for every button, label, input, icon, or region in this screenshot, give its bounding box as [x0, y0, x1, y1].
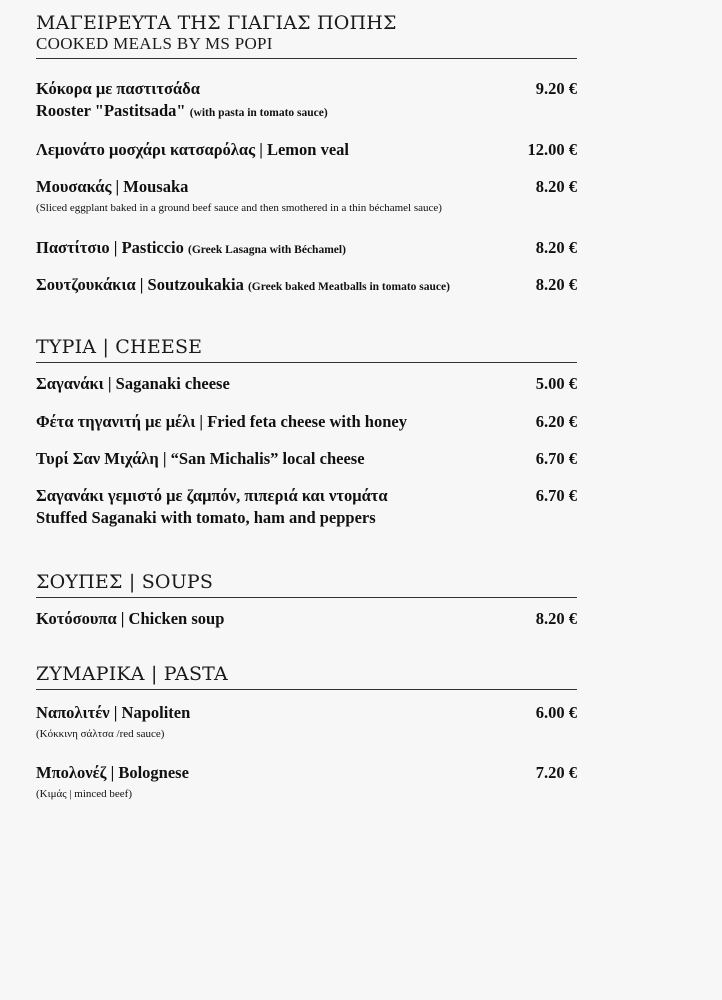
section-header-soups	[36, 571, 577, 598]
menu-item-rooster	[36, 78, 577, 124]
item-name: Παστίτσιο | Pasticcio	[36, 238, 184, 257]
menu-item-fried-feta	[36, 411, 577, 433]
item-name: Μπολονέζ | Bolognese	[36, 763, 189, 782]
item-description: (Κόκκινη σάλτσα /red sauce)	[36, 728, 165, 740]
item-price: 8.20 €	[535, 177, 577, 196]
item-price: 6.00 €	[535, 703, 577, 722]
item-name-2: Stuffed Saganaki with tomato, ham and peppers	[36, 508, 376, 527]
item-name: Φέτα τηγανιτή με μέλι | Fried feta cheese with honey	[36, 412, 407, 431]
item-note: (with pasta in tomato sauce)	[189, 107, 328, 119]
section-title: ΖΥΜΑΡΙΚΑ | PASTA	[36, 663, 228, 685]
item-price: 5.00 €	[535, 374, 577, 393]
item-price: 6.70 €	[535, 449, 577, 468]
menu-item-bolognese	[36, 762, 577, 802]
item-price: 7.20 €	[535, 763, 577, 782]
menu-item-napoliten	[36, 702, 577, 742]
section-header-cooked	[36, 12, 577, 59]
item-price: 8.20 €	[535, 609, 577, 628]
item-name: Ναπολιτέν | Napoliten	[36, 703, 191, 722]
menu-item-soutzoukakia	[36, 274, 577, 298]
menu-item-saganaki	[36, 373, 577, 395]
item-description: (Κιμάς | minced beef)	[36, 788, 133, 800]
item-name: Λεμονάτο μοσχάρι κατσαρόλας | Lemon veal	[36, 140, 350, 159]
section-divider	[36, 362, 577, 363]
item-price: 9.20 €	[535, 79, 577, 98]
item-name-english	[36, 100, 577, 124]
section-divider	[36, 58, 577, 59]
item-name: Σαγανάκι | Saganaki cheese	[36, 374, 230, 393]
section-header-cheese	[36, 336, 577, 363]
menu-item-lemon-veal	[36, 139, 577, 161]
menu-item-pasticcio	[36, 237, 577, 261]
section-title: ΜΑΓΕΙΡΕΥΤΑ ΤΗΣ ΓΙΑΓΙΑΣ ΠΟΠΗΣ	[36, 12, 397, 34]
item-description: (Sliced eggplant baked in a ground beef sauce and then smothered in a thin béchamel sauce)	[36, 202, 442, 214]
section-title: ΣΟΥΠΕΣ | SOUPS	[36, 571, 214, 593]
item-name: Κόκορα με παστιτσάδα	[36, 79, 200, 98]
item-note: (Greek Lasagna with Béchamel)	[188, 244, 346, 256]
item-name-2: Rooster "Pastitsada"	[36, 101, 186, 120]
item-name-line	[36, 274, 577, 298]
menu-item-mousaka	[36, 176, 577, 216]
item-price: 6.20 €	[535, 412, 577, 431]
section-header-pasta	[36, 663, 577, 690]
item-name-line	[36, 237, 577, 261]
item-price: 8.20 €	[535, 238, 577, 257]
item-name: Μουσακάς | Mousaka	[36, 177, 189, 196]
item-name: Τυρί Σαν Μιχάλη | “San Michalis” local cheese	[36, 449, 365, 468]
item-name: Σαγανάκι γεμιστό με ζαμπόν, πιπεριά και ντομάτα	[36, 486, 388, 505]
section-title: ΤΥΡΙΑ | CHEESE	[36, 336, 203, 358]
item-price: 8.20 €	[535, 275, 577, 294]
item-name: Σουτζουκάκια | Soutzoukakia	[36, 275, 244, 294]
item-note: (Greek baked Meatballs in tomato sauce)	[247, 281, 450, 293]
section-divider	[36, 689, 577, 690]
menu-item-stuffed-saganaki	[36, 485, 577, 529]
section-divider	[36, 597, 577, 598]
item-price: 12.00 €	[527, 140, 577, 159]
item-price: 6.70 €	[535, 486, 577, 505]
section-subtitle: COOKED MEALS BY MS POPI	[36, 34, 273, 53]
menu-item-san-michalis	[36, 448, 577, 470]
item-name: Κοτόσουπα | Chicken soup	[36, 609, 225, 628]
menu-item-chicken-soup	[36, 608, 577, 630]
